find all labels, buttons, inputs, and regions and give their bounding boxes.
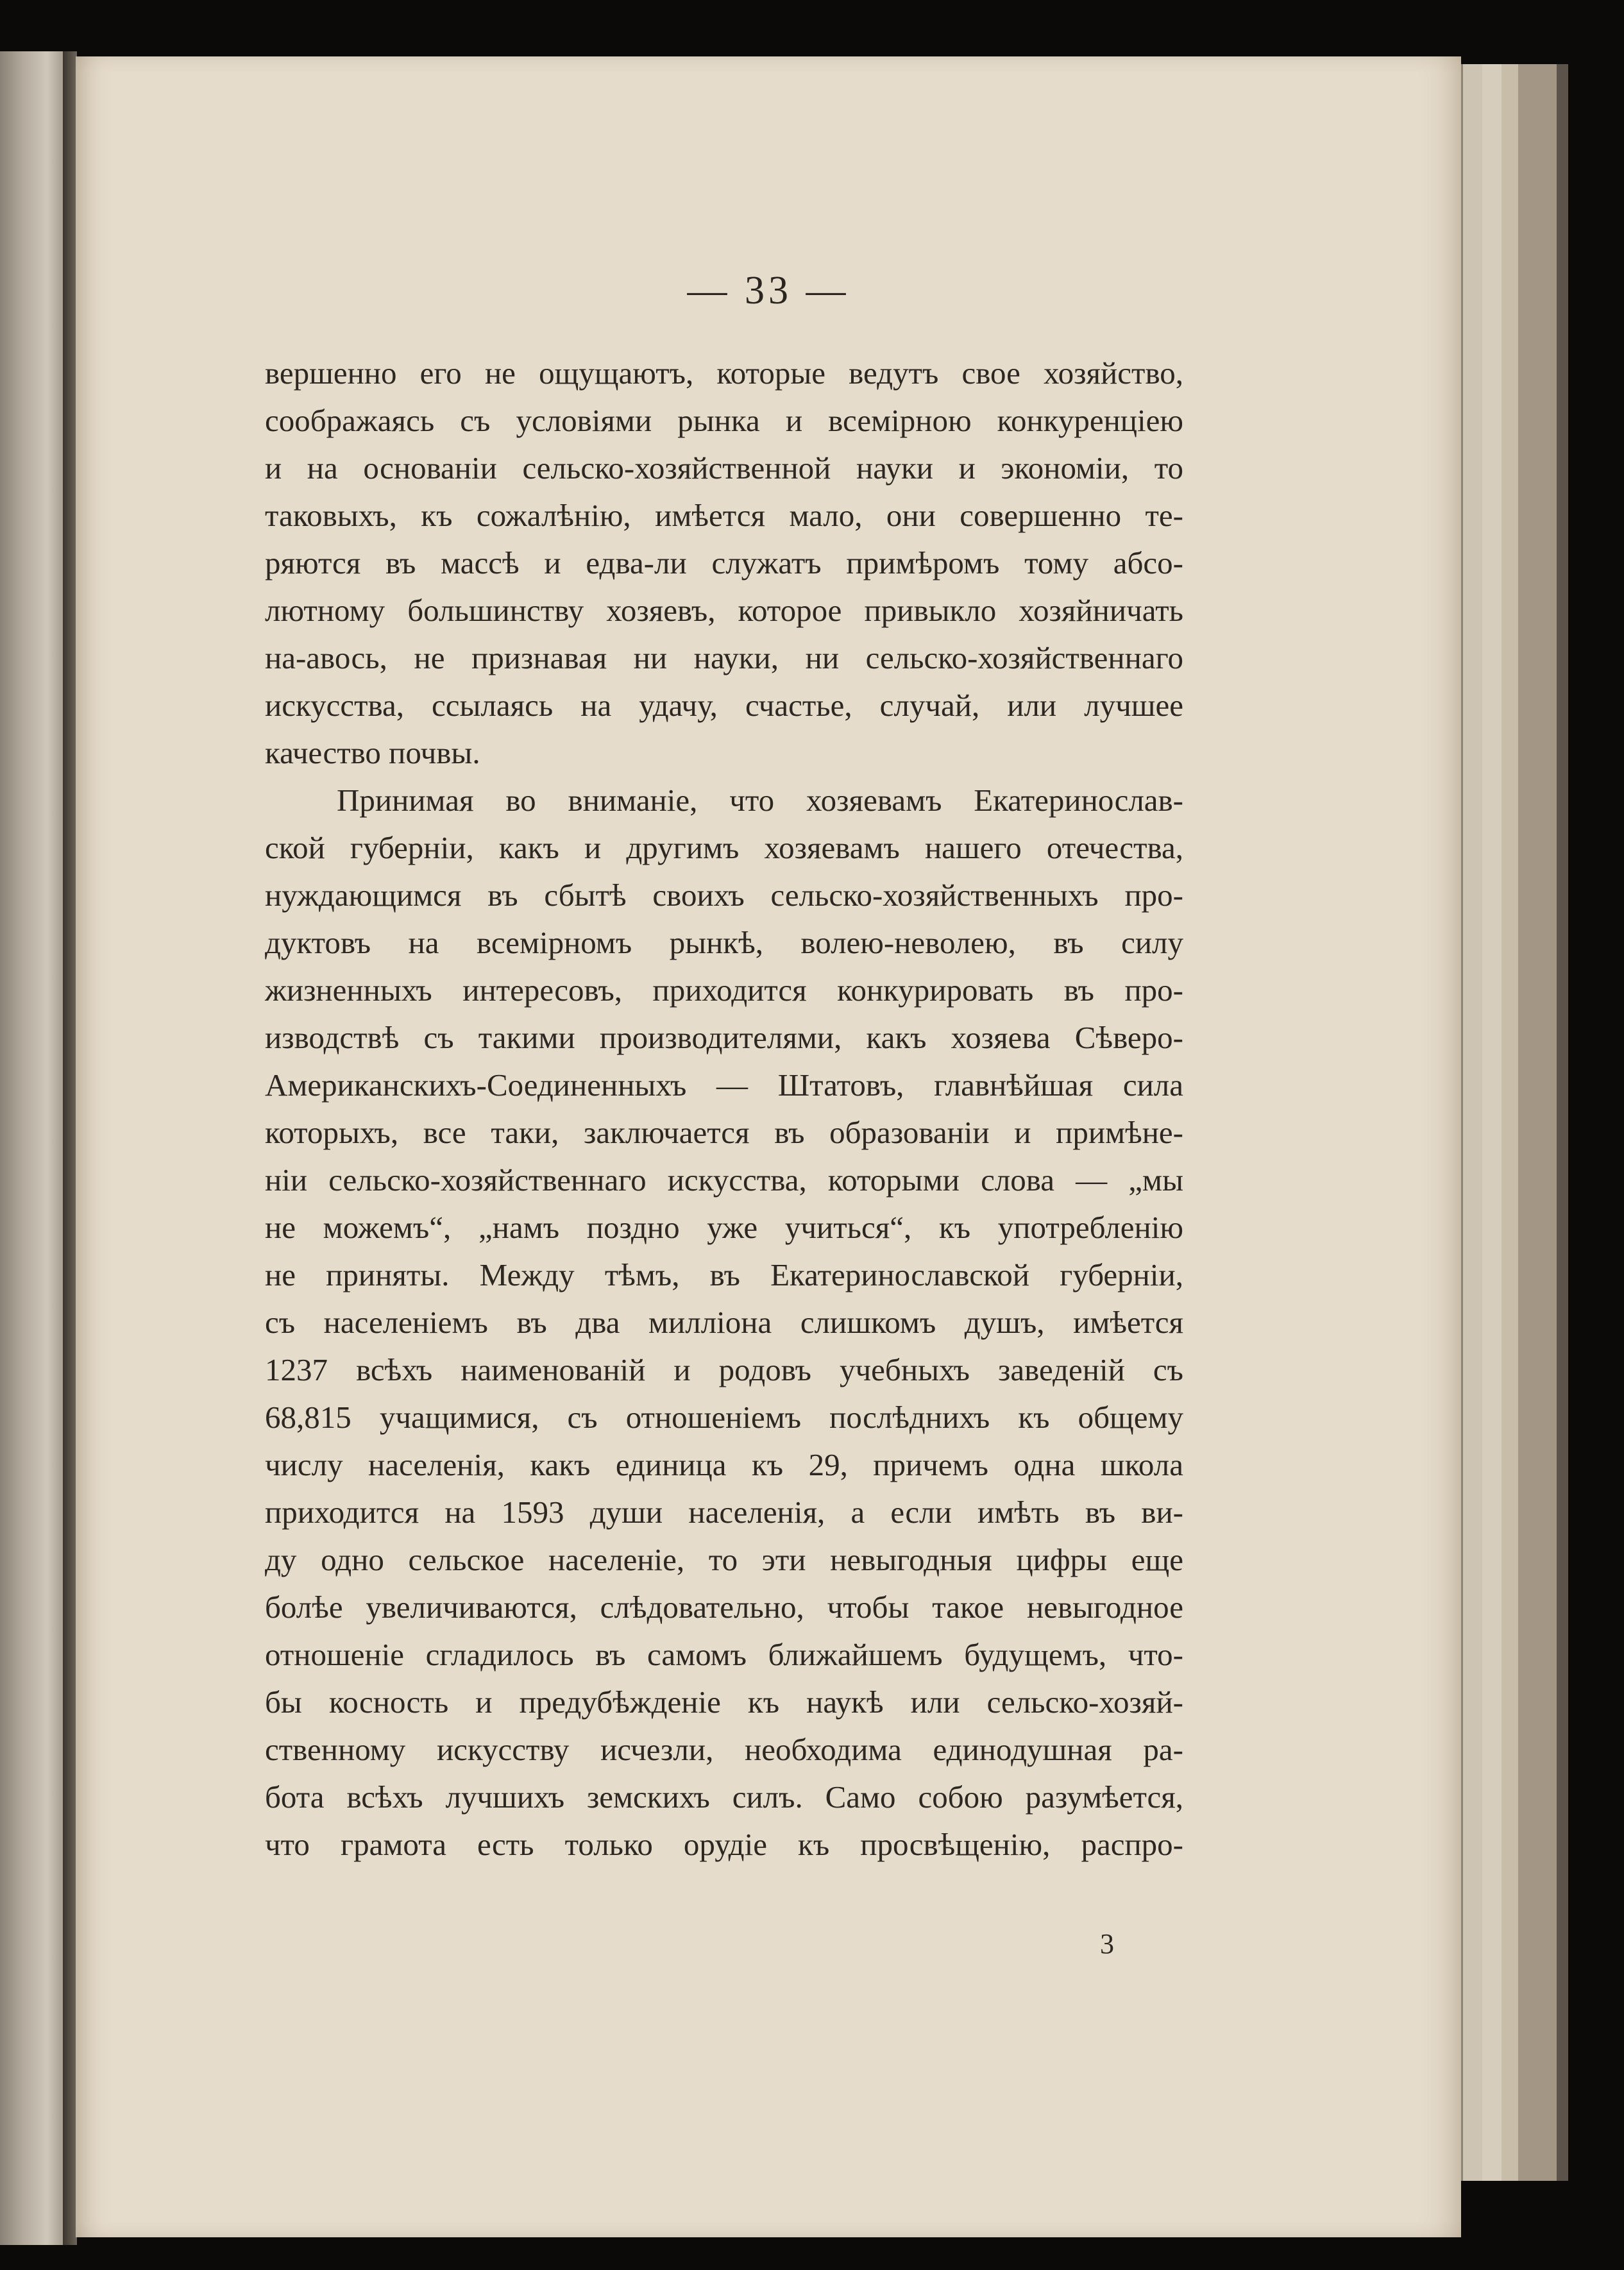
back-cover-edge <box>1555 64 1568 2181</box>
text-line: качество почвы. <box>265 735 480 770</box>
text-line: соображаясь съ условіями рынка и всемірною конкуренціею <box>265 403 1183 438</box>
left-page-edge <box>0 51 67 2245</box>
text-line: которыхъ, все таки, заключается въ образованіи и примѣне- <box>265 1115 1183 1150</box>
page-stack-edge <box>1461 64 1482 2181</box>
text-line: ніи сельско-хозяйственнаго искусства, которыми слова — „мы <box>265 1162 1183 1198</box>
text-line: 1237 всѣхъ наименованій и родовъ учебныхъ заведеній съ <box>265 1352 1183 1387</box>
text-line: изводствѣ съ такими производителями, какъ хозяева Сѣверо- <box>265 1020 1183 1055</box>
text-line: отношеніе сгладилось въ самомъ ближайшемъ будущемъ, что- <box>265 1637 1183 1672</box>
text-line: Американскихъ-Соединенныхъ — Штатовъ, главнѣйшая сила <box>265 1067 1183 1103</box>
text-line: нуждающимся въ сбытѣ своихъ сельско-хозяйственныхъ про- <box>265 877 1183 913</box>
page-stack-edge <box>1500 64 1518 2181</box>
text-line: бота всѣхъ лучшихъ земскихъ силъ. Само собою разумѣется, <box>265 1779 1183 1815</box>
text-line: жизненныхъ интересовъ, приходится конкурировать въ про- <box>265 972 1183 1008</box>
text-line: ду одно сельское населеніе, то эти невыгодныя цифры еще <box>265 1542 1183 1577</box>
text-line: ственному искусству исчезли, необходима единодушная ра- <box>265 1732 1183 1767</box>
text-line: не можемъ“, „намъ поздно уже учиться“, къ употребленію <box>265 1210 1183 1245</box>
text-line: Принимая во вниманіе, что хозяевамъ Екатеринослав- <box>337 783 1183 818</box>
body-text <box>265 350 1183 1868</box>
page-stack-edge <box>1480 64 1501 2181</box>
text-line: числу населенія, какъ единица къ 29, причемъ одна школа <box>265 1447 1183 1482</box>
page-stack-edge <box>1516 64 1557 2181</box>
text-line: съ населеніемъ въ два милліона слишкомъ душъ, имѣется <box>265 1305 1183 1340</box>
text-line: 68,815 учащимися, съ отношеніемъ послѣднихъ къ общему <box>265 1400 1183 1435</box>
text-line: и на основаніи сельско-хозяйственной науки и экономіи, то <box>265 450 1183 486</box>
text-line: лютному большинству хозяевъ, которое привыкло хозяйничать <box>265 593 1183 628</box>
book-spine <box>63 51 77 2245</box>
text-line: ряются въ массѣ и едва-ли служатъ примѣромъ тому абсо- <box>265 545 1183 580</box>
text-line: искусства, ссылаясь на удачу, счастье, случай, или лучшее <box>265 688 1183 723</box>
text-line: не приняты. Между тѣмъ, въ Екатеринославской губерніи, <box>265 1257 1183 1292</box>
text-line: на-авось, не признавая ни науки, ни сельско-хозяйственнаго <box>265 640 1183 675</box>
text-line: вершенно его не ощущаютъ, которые ведутъ свое хозяйство, <box>265 355 1183 391</box>
text-line: бы косность и предубѣжденіе къ наукѣ или сельско-хозяй- <box>265 1684 1183 1720</box>
text-line: болѣе увеличиваются, слѣдовательно, чтобы такое невыгодное <box>265 1589 1183 1625</box>
text-line: что грамота есть только орудіе къ просвѣщенію, распро- <box>265 1827 1183 1862</box>
text-line: приходится на 1593 души населенія, а если имѣть въ ви- <box>265 1495 1183 1530</box>
text-line: ской губерніи, какъ и другимъ хозяевамъ нашего отечества, <box>265 830 1183 865</box>
text-line: дуктовъ на всемірномъ рынкѣ, волею-неволею, въ силу <box>265 925 1183 960</box>
text-line: таковыхъ, къ сожалѣнію, имѣется мало, они совершенно те- <box>265 498 1183 533</box>
signature-mark: 3 <box>1100 1928 1114 1960</box>
page-number-header: — 33 — <box>687 269 850 312</box>
